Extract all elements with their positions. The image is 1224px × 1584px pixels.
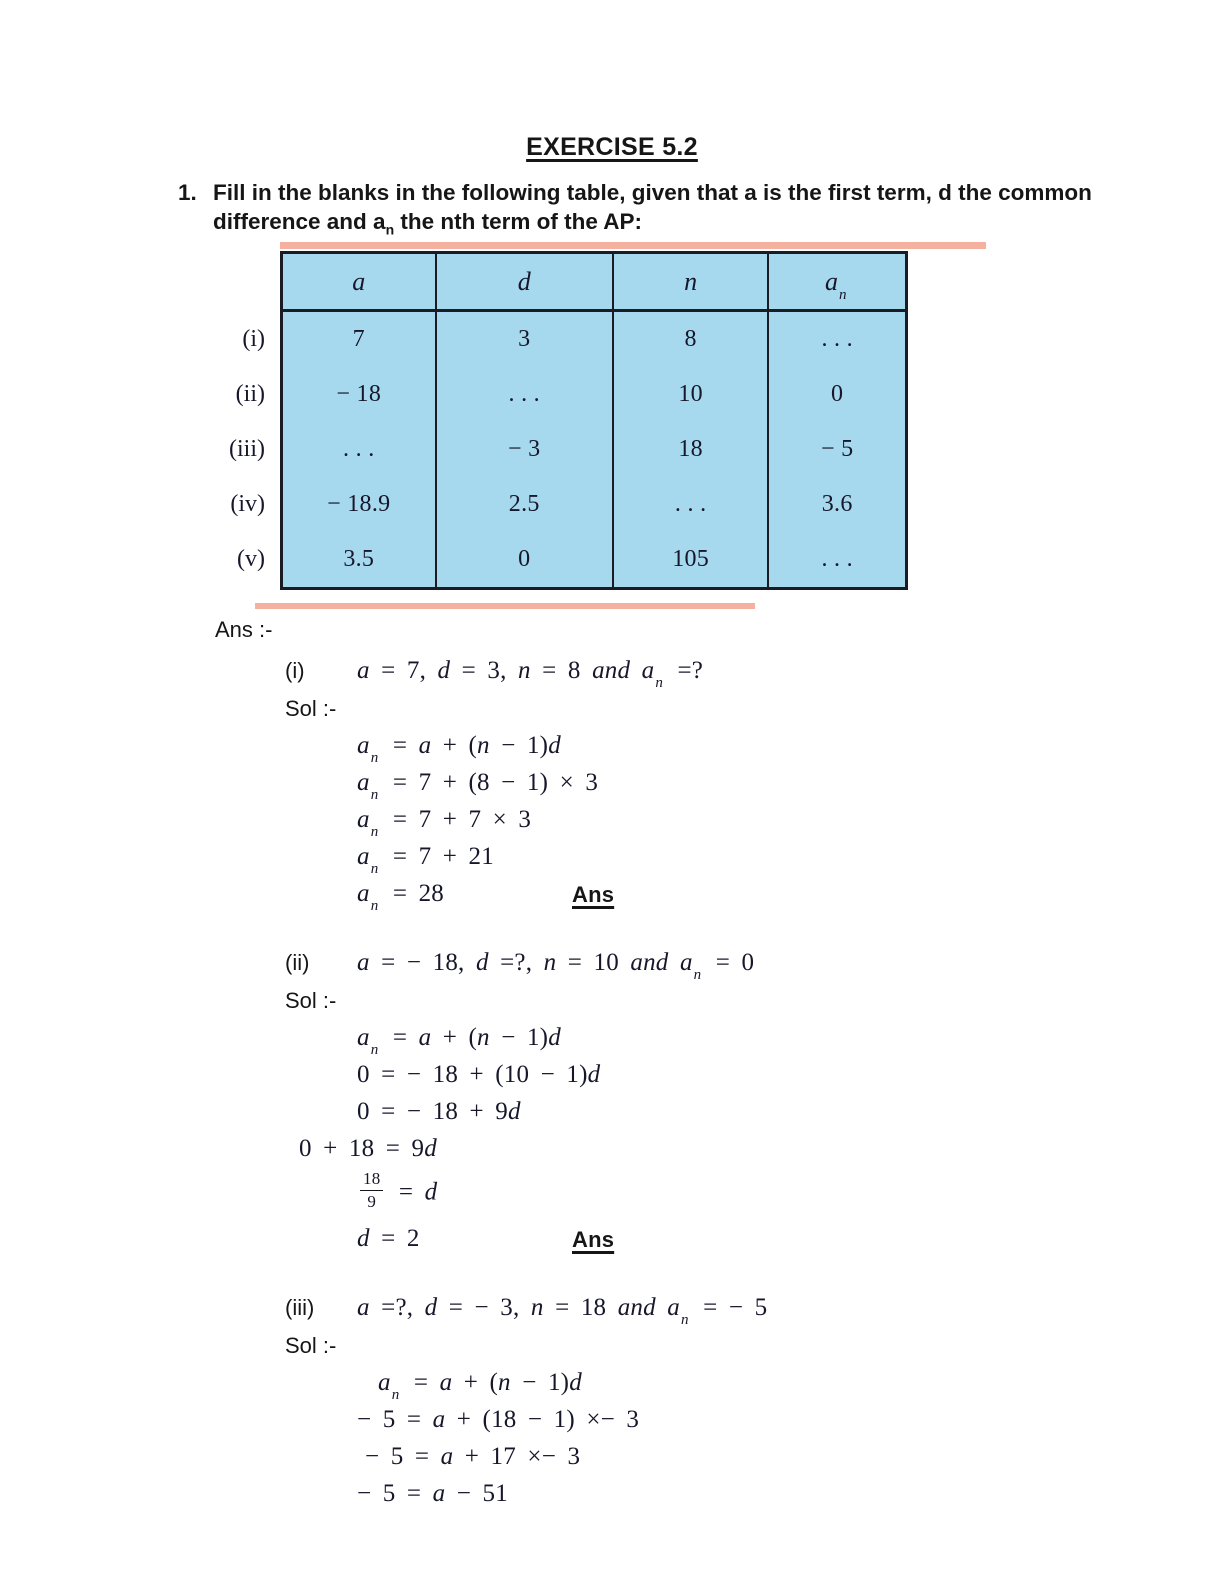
math-text: d [569, 1368, 582, 1396]
equation-line [360, 1169, 1224, 1216]
table-header-cell [282, 253, 436, 311]
math-text: = [381, 1024, 419, 1051]
math-text: and [630, 949, 669, 976]
question-line1: Fill in the blanks in the following table, given that a is the first term, d the common [213, 180, 1092, 205]
equation-line [365, 1443, 1224, 1471]
math-text: + ( [452, 1368, 499, 1396]
table-cell: . . . [768, 311, 906, 368]
row-label: (v) [237, 546, 265, 572]
row-label: (ii) [235, 381, 265, 407]
table-row [282, 477, 907, 532]
math-text: d [424, 1293, 438, 1321]
math-text: = − 18, [369, 949, 476, 976]
math-text: + ( [431, 732, 478, 759]
exercise-title-text: EXERCISE 5.2 [526, 133, 698, 161]
math-text: = − 5 [691, 1293, 768, 1321]
math-text [630, 657, 641, 684]
fraction [360, 1169, 383, 1213]
table-header-cell: an [768, 253, 906, 311]
math-text: = [402, 1368, 440, 1396]
equation-line: an = 28 Ans [357, 880, 615, 914]
ap-table [280, 251, 908, 590]
ans-heading: Ans :- [215, 617, 273, 642]
header-spacer [225, 251, 280, 312]
math-text: a [357, 880, 370, 907]
math-text: − 5 = [365, 1442, 441, 1470]
part-number: (i) [285, 658, 305, 683]
table-cell: 3.5 [343, 546, 375, 572]
scan-artifact-top [280, 242, 986, 249]
table-row-labels [225, 251, 280, 590]
math-text: = 0 [704, 949, 755, 976]
math-text: 0 + 18 = 9 [299, 1135, 425, 1162]
math-text: =?, [488, 949, 544, 976]
math-text: n [477, 1024, 490, 1051]
math-text: a [432, 1405, 446, 1433]
ans-marker: Ans [572, 1226, 615, 1252]
math-text: and [592, 657, 631, 684]
row-label: (iv) [230, 491, 265, 517]
math-text: + 17 ×− 3 [453, 1442, 581, 1470]
math-text: − 1) [489, 732, 549, 759]
equation-line: an = 7 + 21 [357, 843, 494, 877]
question-subscript-n: n [385, 221, 395, 238]
math-text: = 18 [543, 1293, 618, 1321]
math-text: = 8 [530, 657, 593, 684]
sol-label: Sol :- [285, 1332, 337, 1358]
math-text: a [667, 1293, 680, 1321]
math-text: = − 3, [437, 1293, 531, 1321]
math-text: a [418, 1024, 432, 1051]
scan-artifact-bottom [255, 603, 755, 609]
math-text: a [439, 1368, 453, 1396]
table-cell: 0 [768, 367, 906, 422]
table-cell: 3 [436, 311, 613, 368]
math-text: = [387, 1178, 425, 1206]
math-text: n [477, 732, 490, 759]
table-header-cell [613, 253, 769, 311]
math-text: d [424, 1135, 437, 1162]
math-text: d [507, 1098, 521, 1125]
part-statement: a = − 18, d =?, n = 10 and an = 0 [357, 949, 755, 983]
solution-part [285, 656, 1224, 914]
math-text: + (18 − 1) ×− 3 [445, 1405, 640, 1433]
table-cell: . . . [613, 477, 769, 532]
math-text: a [440, 1442, 454, 1470]
math-text: a [357, 949, 370, 976]
equation-line: an = 7 + 7 × 3 [357, 806, 532, 840]
ap-table-area [225, 251, 908, 590]
math-text: a [357, 1024, 370, 1051]
math-text [668, 949, 679, 976]
math-text: a [357, 843, 370, 870]
math-text: a [432, 1479, 446, 1507]
header-symbol: d [517, 266, 531, 296]
math-text: = 7 + 21 [381, 843, 494, 870]
math-text: d [475, 949, 489, 976]
table-header-row [282, 253, 907, 311]
table-cell: 8 [613, 311, 769, 368]
question-number: 1. [178, 180, 197, 205]
header-symbol: a [824, 266, 838, 296]
header-symbol: a [352, 266, 366, 296]
math-text: n [498, 1368, 511, 1396]
table-cell: 18 [613, 422, 769, 477]
math-text: and [617, 1293, 656, 1321]
table-cell: 7 [352, 326, 365, 352]
table-cell: − 3 [436, 422, 613, 477]
math-text: n [543, 949, 557, 976]
math-text: = 7 + (8 − 1) × 3 [381, 769, 599, 796]
math-text: a [418, 732, 432, 759]
header-symbol: n [684, 266, 698, 296]
equation-line [357, 1225, 1224, 1253]
table-cell: 10 [613, 367, 769, 422]
math-text: d [548, 732, 561, 759]
math-text: a [641, 657, 655, 684]
ans-marker: Ans [572, 882, 615, 907]
math-text: a [357, 657, 370, 684]
equation-line [357, 1061, 1224, 1089]
fraction-denominator: 9 [367, 1192, 377, 1212]
math-text [656, 1294, 667, 1321]
table-cell: . . . [768, 532, 906, 589]
solutions-section [0, 656, 1224, 1508]
row-label: (iii) [229, 436, 265, 462]
math-text: d [424, 1178, 438, 1206]
math-text: = 7, [369, 657, 438, 684]
equation-line: an = 7 + (8 − 1) × 3 [357, 769, 599, 803]
table-row [282, 367, 907, 422]
math-text: 0 = − 18 + (10 − 1) [357, 1061, 588, 1088]
question-text [213, 178, 1092, 236]
math-text: a [357, 732, 370, 759]
table-cell: . . . [436, 367, 613, 422]
row-label: (i) [242, 326, 265, 352]
math-text: a [679, 949, 693, 976]
table-row [282, 532, 907, 589]
equation-line [357, 1480, 1224, 1508]
fraction-numerator: 18 [360, 1169, 383, 1191]
table-cell: 0 [436, 532, 613, 589]
table-cell: − 18 [336, 381, 382, 407]
math-text: 0 = − 18 + 9 [357, 1098, 508, 1125]
table-row [282, 422, 907, 477]
math-text: + ( [431, 1024, 478, 1051]
solution-part [285, 1293, 1224, 1508]
math-text: − 5 = [357, 1479, 433, 1507]
equation-line: an = a + (n − 1)d [357, 1024, 561, 1058]
math-text: a [357, 806, 370, 833]
sol-label: Sol :- [285, 696, 337, 721]
question-1 [178, 178, 1098, 236]
math-text: a [357, 769, 370, 796]
math-text: = 2 [369, 1224, 420, 1252]
math-text: n [530, 1293, 544, 1321]
math-text: = [381, 732, 419, 759]
solution-part [285, 948, 1224, 1253]
math-text: n [518, 657, 531, 684]
math-text: d [437, 657, 451, 684]
table-cell: 3.6 [768, 477, 906, 532]
math-text: = 7 + 7 × 3 [381, 806, 532, 833]
math-text: − 51 [445, 1479, 508, 1507]
math-text: a [378, 1368, 391, 1396]
part-statement: a = 7, d = 3, n = 8 and an =? [357, 657, 704, 691]
part-number: (ii) [285, 950, 310, 975]
table-cell: − 5 [768, 422, 906, 477]
math-text: = 3, [450, 657, 519, 684]
question-line2-pre: difference and a [213, 209, 386, 234]
equation-line [357, 1098, 1224, 1126]
table-cell: − 18.9 [327, 491, 391, 517]
math-text: a [357, 1293, 370, 1321]
math-text: =?, [369, 1293, 425, 1321]
math-text: − 5 = [357, 1405, 433, 1433]
table-cell: . . . [343, 436, 375, 462]
exercise-title [0, 0, 1224, 162]
math-text: − 1) [510, 1368, 570, 1396]
table-cell: 2.5 [436, 477, 613, 532]
table-cell: 105 [613, 532, 769, 589]
part-statement-row [285, 1293, 1224, 1328]
equation-line: an = a + (n − 1)d [357, 732, 561, 766]
math-text: =? [666, 657, 704, 684]
math-text: d [548, 1024, 561, 1051]
math-text: d [357, 1224, 370, 1252]
part-statement-row [285, 948, 1224, 983]
table-header-cell [436, 253, 613, 311]
sol-label: Sol :- [285, 988, 337, 1013]
table-row [282, 311, 907, 368]
equation-line [357, 1406, 1224, 1434]
math-text: = 10 [556, 949, 631, 976]
math-text: d [587, 1061, 601, 1088]
math-text: = 28 [381, 880, 445, 907]
question-line2-post: the nth term of the AP: [394, 209, 643, 234]
math-text: − 1) [489, 1024, 549, 1051]
equation-line: an = a + (n − 1)d [378, 1368, 582, 1403]
part-number: (iii) [285, 1294, 315, 1320]
equation-line [299, 1135, 1224, 1163]
part-statement: a =?, d = − 3, n = 18 and an = − 5 [357, 1293, 768, 1328]
part-statement-row [285, 656, 1224, 691]
